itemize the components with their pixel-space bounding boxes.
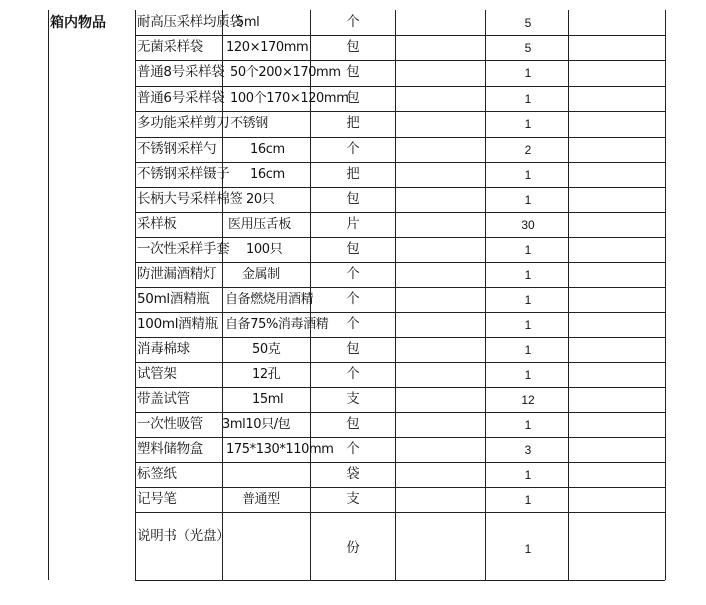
item-quantity: 5 [524, 16, 532, 30]
table-row [0, 111, 706, 137]
item-quantity: 1 [524, 193, 532, 207]
table-row [0, 462, 706, 487]
item-spec: 15ml [252, 392, 284, 407]
item-name: 记号笔 [137, 491, 177, 507]
table-row [0, 35, 706, 60]
item-name: 一次性吸管 [137, 416, 203, 432]
item-name: 普通6号采样袋 [137, 90, 225, 106]
item-unit: 个 [346, 316, 360, 332]
item-spec: 12孔 [252, 367, 281, 382]
item-unit: 包 [346, 90, 360, 106]
item-spec: 175*130*110mm [226, 442, 334, 457]
item-spec: 不锈钢 [230, 116, 268, 131]
item-unit: 包 [346, 64, 360, 80]
item-spec: 3ml10只/包 [222, 417, 291, 432]
item-quantity: 3 [524, 443, 532, 457]
item-unit: 个 [346, 366, 360, 382]
category-label: 箱内物品 [50, 15, 106, 31]
item-quantity: 1 [524, 168, 532, 182]
item-spec: 自备燃烧用酒精 [225, 292, 314, 307]
table-row [0, 86, 706, 111]
item-name: 耐高压采样均质袋 [137, 14, 243, 30]
grid-horizontal-line [135, 580, 665, 581]
item-name: 长柄大号采样棉签 [137, 191, 243, 207]
item-spec: 普通型 [242, 492, 280, 507]
item-unit: 包 [346, 241, 360, 257]
item-unit: 把 [346, 115, 360, 131]
item-name: 塑料储物盒 [137, 441, 203, 457]
item-quantity: 1 [524, 66, 532, 80]
item-unit: 个 [346, 266, 360, 282]
item-quantity: 1 [524, 542, 532, 556]
item-name: 标签纸 [137, 466, 177, 482]
item-name: 采样板 [137, 216, 177, 232]
item-quantity: 1 [524, 343, 532, 357]
item-spec: 16cm [250, 167, 285, 182]
item-unit: 袋 [346, 466, 360, 482]
item-spec: 16cm [250, 142, 285, 157]
item-unit: 片 [346, 216, 360, 232]
item-spec: 5ml [236, 15, 260, 30]
table-row [0, 187, 706, 212]
item-name: 说明书（光盘） [137, 528, 230, 544]
item-spec: 100只 [246, 242, 283, 257]
item-quantity: 2 [524, 143, 532, 157]
item-quantity: 1 [524, 268, 532, 282]
item-name: 试管架 [137, 366, 177, 382]
table-row [0, 412, 706, 437]
item-quantity: 1 [524, 293, 532, 307]
item-spec: 金属制 [242, 267, 280, 282]
item-spec: 20只 [246, 192, 275, 207]
item-quantity: 1 [524, 468, 532, 482]
table-row [0, 60, 706, 86]
item-quantity: 1 [524, 368, 532, 382]
table-row [0, 487, 706, 512]
item-name: 不锈钢采样镊子 [137, 166, 230, 182]
item-quantity: 1 [524, 493, 532, 507]
item-name: 带盖试管 [137, 391, 190, 407]
item-spec: 自备75%消毒酒精 [225, 317, 329, 332]
item-unit: 包 [346, 39, 360, 55]
item-unit: 份 [346, 540, 360, 556]
item-name: 不锈钢采样勺 [137, 141, 217, 157]
item-unit: 个 [346, 291, 360, 307]
item-quantity: 30 [521, 218, 535, 232]
table-row [0, 287, 706, 312]
table-row [0, 437, 706, 462]
item-unit: 个 [346, 14, 360, 30]
item-unit: 包 [346, 341, 360, 357]
table-row [0, 10, 706, 35]
item-unit: 包 [346, 191, 360, 207]
table-row [0, 237, 706, 262]
item-quantity: 1 [524, 318, 532, 332]
item-spec: 100个170×120mm [230, 91, 349, 106]
table-row [0, 212, 706, 237]
item-name: 100ml酒精瓶 [137, 316, 218, 332]
item-unit: 个 [346, 441, 360, 457]
table-row [0, 162, 706, 187]
table-row [0, 362, 706, 387]
table-row [0, 387, 706, 412]
item-quantity: 1 [524, 92, 532, 106]
table-row [0, 262, 706, 287]
item-name: 一次性采样手套 [137, 241, 230, 257]
item-name: 无菌采样袋 [137, 39, 203, 55]
item-spec: 医用压舌板 [228, 217, 292, 232]
item-spec: 50个200×170mm [230, 65, 341, 80]
item-name: 多功能采样剪刀 [137, 115, 230, 131]
item-quantity: 1 [524, 117, 532, 131]
table-row [0, 137, 706, 162]
item-unit: 个 [346, 141, 360, 157]
item-unit: 支 [346, 391, 360, 407]
item-spec: 50克 [252, 342, 281, 357]
item-quantity: 1 [524, 243, 532, 257]
item-unit: 支 [346, 491, 360, 507]
item-name: 防泄漏酒精灯 [137, 266, 217, 282]
item-name: 普通8号采样袋 [137, 64, 225, 80]
table-row [0, 512, 706, 580]
item-quantity: 5 [524, 41, 532, 55]
item-name: 消毒棉球 [137, 341, 190, 357]
table-row [0, 312, 706, 337]
item-spec: 120×170mm [226, 40, 309, 55]
item-name: 50ml酒精瓶 [137, 291, 210, 307]
table-row [0, 337, 706, 362]
item-unit: 包 [346, 416, 360, 432]
item-quantity: 12 [521, 393, 535, 407]
item-unit: 把 [346, 166, 360, 182]
item-quantity: 1 [524, 418, 532, 432]
